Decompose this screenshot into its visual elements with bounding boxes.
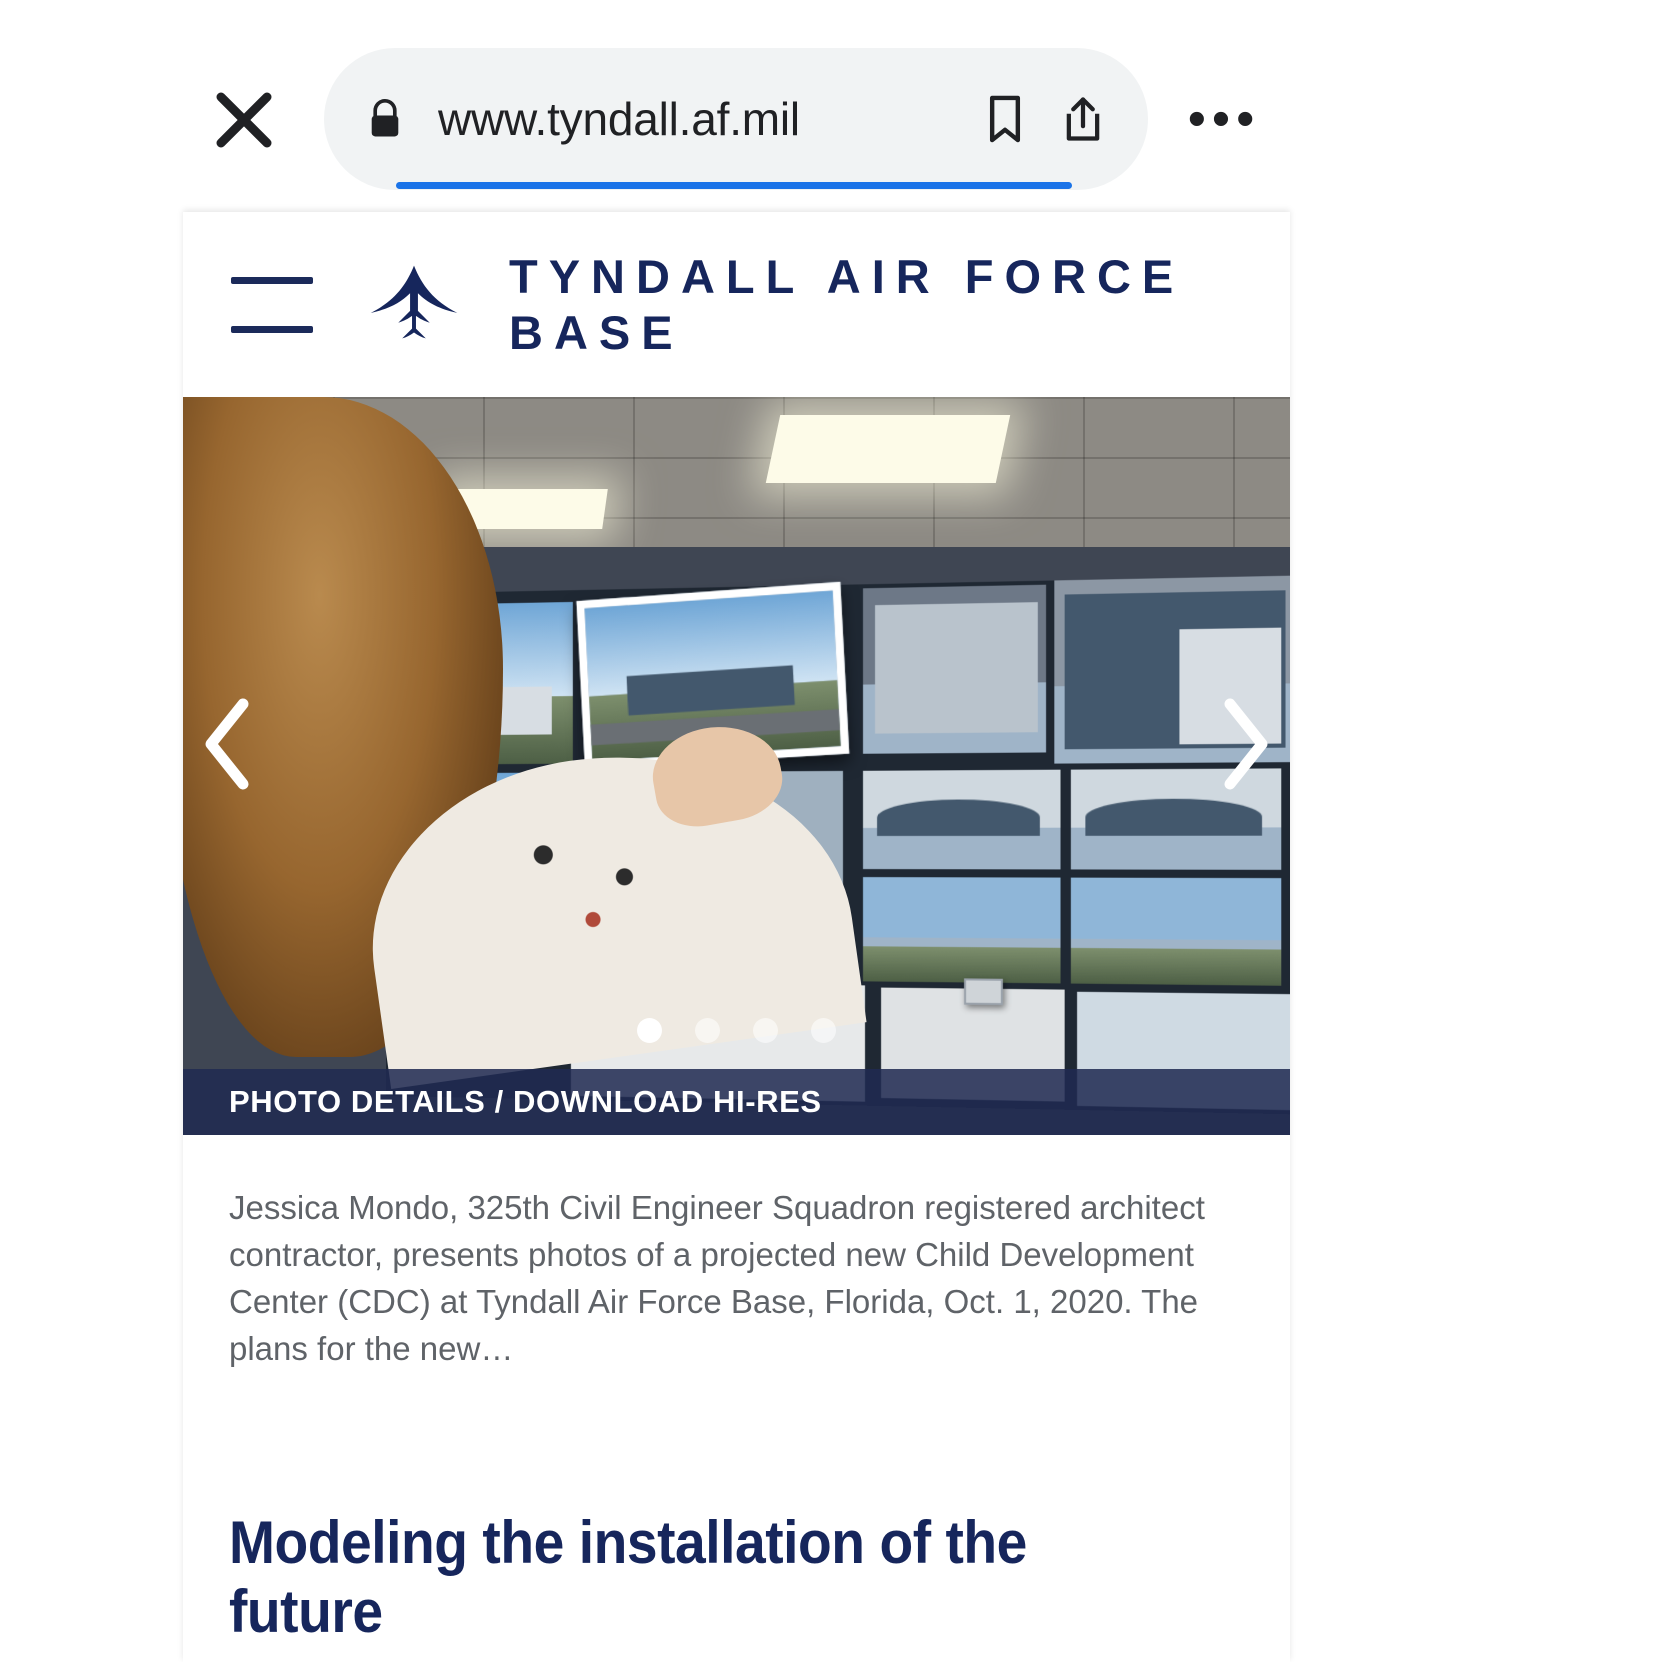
browser-toolbar [0, 0, 1662, 212]
air-force-wings-logo [355, 259, 473, 351]
carousel-dot-2[interactable] [695, 1018, 720, 1043]
more-options-button[interactable]: ••• [1187, 90, 1261, 148]
bookmark-button[interactable] [966, 80, 1044, 158]
ceiling-light [766, 415, 1010, 483]
photo-details-bar[interactable] [183, 1069, 1290, 1135]
chevron-left-icon [201, 698, 255, 790]
architectural-render [863, 877, 1061, 983]
hamburger-icon[interactable] [231, 277, 313, 333]
binder-clip [964, 978, 1003, 1005]
photo-caption: Jessica Mondo, 325th Civil Engineer Squadron registered architect contractor, presents photos of a projected new Child Development Center (CDC) at Tyndall Air Force Base, Florida, Oct. 1, 2020. The plans for the new… [229, 1189, 1205, 1367]
address-bar[interactable] [324, 48, 1148, 190]
lock-icon [368, 98, 402, 140]
page-load-progress [396, 182, 1072, 189]
architectural-render [863, 770, 1061, 870]
carousel-next-button[interactable] [1210, 689, 1280, 799]
carousel-dot-1[interactable] [637, 1018, 662, 1043]
bookmark-icon [983, 93, 1027, 145]
photo-details-label: PHOTO DETAILS / DOWNLOAD HI-RES [229, 1084, 822, 1119]
architectural-render [1071, 878, 1281, 986]
carousel-dots [183, 1018, 1290, 1043]
share-button[interactable] [1044, 80, 1122, 158]
close-tab-button[interactable] [206, 82, 282, 158]
carousel-dot-3[interactable] [753, 1018, 778, 1043]
close-icon [213, 89, 275, 151]
photo-carousel[interactable] [183, 397, 1290, 1135]
article-headline: Modeling the installation of the future [229, 1509, 1027, 1646]
share-icon [1060, 93, 1106, 145]
url-text: www.tyndall.af.mil [438, 93, 800, 145]
webpage-viewport [183, 212, 1290, 1662]
chevron-right-icon [1218, 698, 1272, 790]
carousel-prev-button[interactable] [193, 689, 263, 799]
carousel-dot-4[interactable] [811, 1018, 836, 1043]
architectural-render [863, 585, 1046, 754]
site-title: TYNDALL AIR FORCE BASE [509, 250, 1185, 359]
site-header [183, 212, 1290, 397]
